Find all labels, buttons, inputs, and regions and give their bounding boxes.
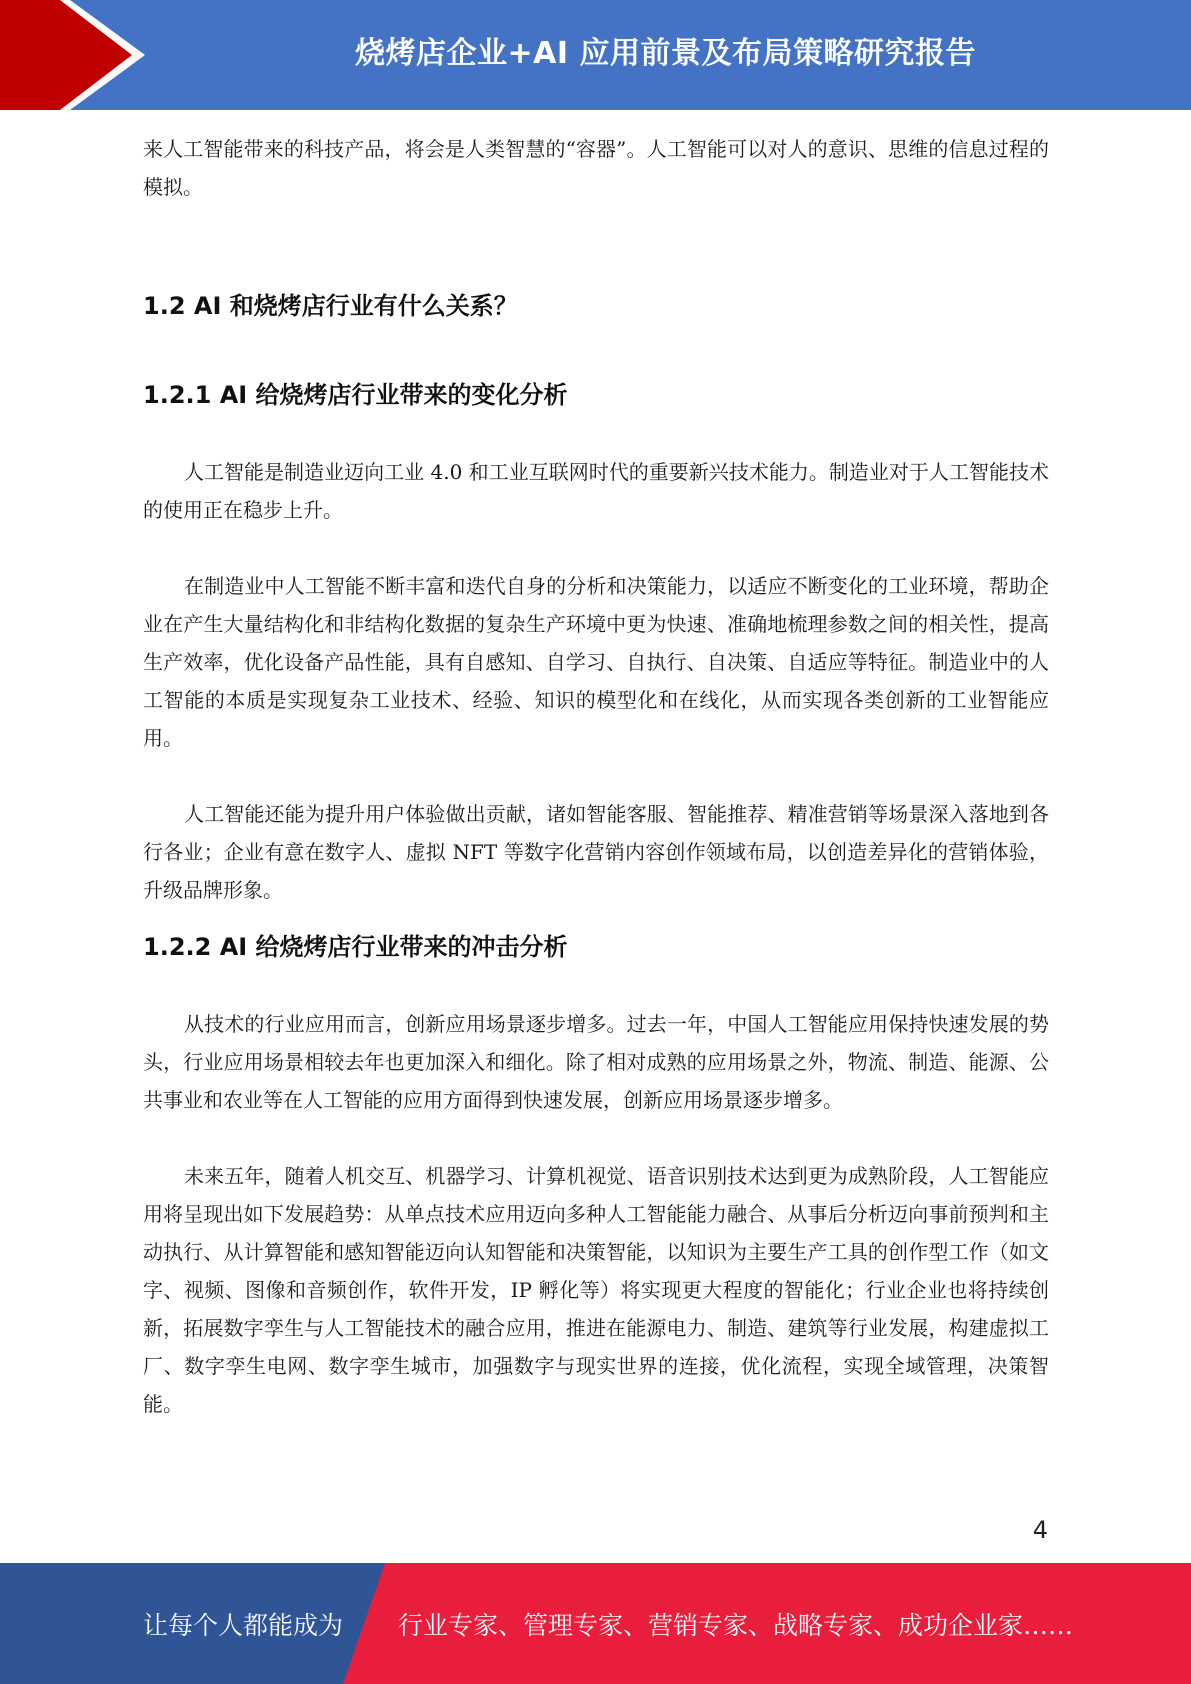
- page-number: 4: [1032, 1516, 1048, 1544]
- footer-slogan-right: 行业专家、管理专家、营销专家、战略专家、成功企业家……: [398, 1610, 1074, 1640]
- report-title: 烧烤店企业+AI 应用前景及布局策略研究报告: [355, 36, 976, 71]
- paragraph: 从技术的行业应用而言，创新应用场景逐步增多。过去一年，中国人工智能应用保持快速发展的势头，行业应用场景相较去年也更加深入和细化。除了相对成熟的应用场景之外，物流、制造、能源、公共事业和农业等在人工智能的应用方面得到快速发展，创新应用场景逐步增多。: [143, 1012, 1049, 1112]
- paragraph: 未来五年，随着人机交互、机器学习、计算机视觉、语音识别技术达到更为成熟阶段，人工智能应用将呈现出如下发展趋势：从单点技术应用迈向多种人工智能能力融合、从事后分析迈向事前预判和主动执行、从计算智能和感知智能迈向认知智能和决策智能，以知识为主要生产工具的创作型工作（如文字、视频、图像和音频创作，软件开发，IP 孵化等）将实现更大程度的智能化；行业企业也将持续创新，拓展数字孪生与人工智能技术的融合应用，推进在能源电力、制造、建筑等行业发展，构建虚拟工厂、数字孪生电网、数字孪生城市，加强数字与现实世界的连接，优化流程，实现全域管理，决策智能。: [143, 1164, 1049, 1416]
- paragraph: 人工智能是制造业迈向工业 4.0 和工业互联网时代的重要新兴技术能力。制造业对于人工智能技术的使用正在稳步上升。: [143, 460, 1049, 522]
- header-arrow-decoration: [0, 0, 160, 110]
- section-heading-1-2-1: 1.2.1 AI 给烧烤店行业带来的变化分析: [143, 381, 568, 409]
- paragraph: 在制造业中人工智能不断丰富和迭代自身的分析和决策能力，以适应不断变化的工业环境，帮助企业在产生大量结构化和非结构化数据的复杂生产环境中更为快速、准确地梳理参数之间的相关性，提高生产效率，优化设备产品性能，具有自感知、自学习、自执行、自决策、自适应等特征。制造业中的人工智能的本质是实现复杂工业技术、经验、知识的模型化和在线化，从而实现各类创新的工业智能应用。: [143, 574, 1049, 750]
- footer-slogan-left: 让每个人都能成为: [143, 1610, 344, 1640]
- section-heading-1-2-2: 1.2.2 AI 给烧烤店行业带来的冲击分析: [143, 933, 568, 961]
- main-content: [143, 130, 1049, 1423]
- section-heading-1-2: 1.2 AI 和烧烤店行业有什么关系？: [143, 292, 518, 320]
- paragraph: 人工智能还能为提升用户体验做出贡献，诸如智能客服、智能推荐、精准营销等场景深入落地到各行各业；企业有意在数字人、虚拟 NFT 等数字化营销内容创作领域布局，以创造差异化的营销体验，升级品牌形象。: [143, 802, 1049, 902]
- intro-paragraph: 来人工智能带来的科技产品，将会是人类智慧的“容器”。人工智能可以对人的意识、思维的信息过程的模拟。: [143, 137, 1049, 199]
- page-footer: [0, 1563, 1191, 1684]
- page-header: [0, 0, 1191, 110]
